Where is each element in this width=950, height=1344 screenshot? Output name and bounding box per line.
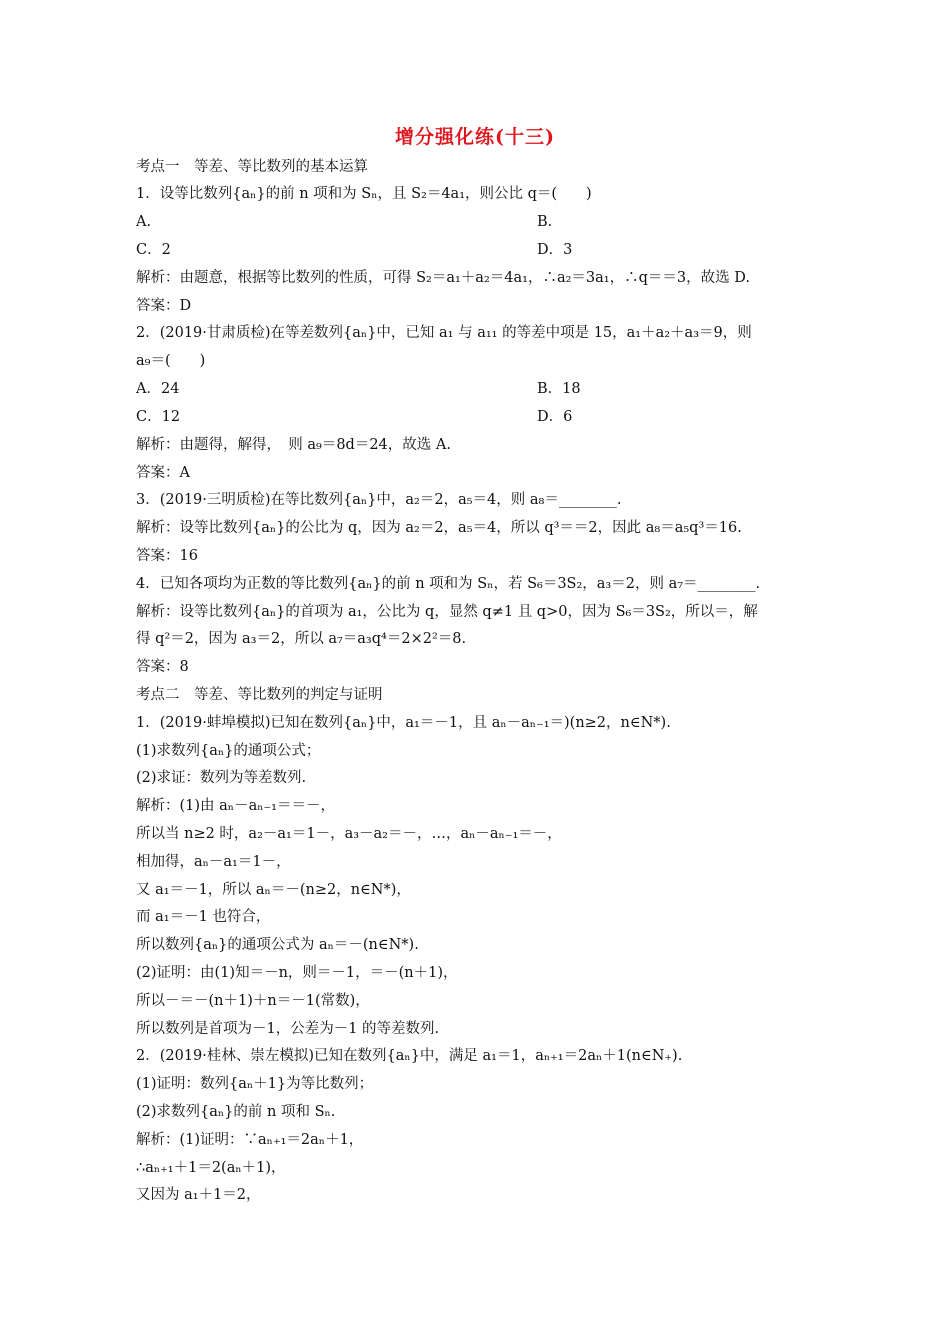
text-line: 相加得，aₙ－a₁＝1－， <box>136 854 291 870</box>
text-line: 又 a₁＝－1，所以 aₙ＝－(n≥2，n∈N*)， <box>136 882 411 898</box>
text-line: 解析：(1)由 aₙ－aₙ₋₁＝＝－， <box>136 798 335 814</box>
text-line: C．2 <box>136 242 171 258</box>
text-line: 2．(2019·桂林、崇左模拟)已知在数列{aₙ}中，满足 a₁＝1，aₙ₊₁＝2aₙ＋1(n∈N₊). <box>136 1048 683 1064</box>
text-line: ∴aₙ₊₁＋1＝2(aₙ＋1)， <box>136 1160 286 1176</box>
text-line: 3．(2019·三明质检)在等比数列{aₙ}中，a₂＝2，a₅＝4，则 a₈＝________. <box>136 492 622 508</box>
text-line: 所以－＝－(n＋1)＋n＝－1(常数)， <box>136 993 370 1009</box>
text-line: 又因为 a₁＋1＝2， <box>136 1187 261 1203</box>
text-line: 解析：设等比数列{aₙ}的公比为 q，因为 a₂＝2，a₅＝4，所以 q³＝＝2，因此 a₈＝a₅q³＝16. <box>136 520 742 536</box>
text-line: D．6 <box>537 409 573 425</box>
text-line: A．24 <box>136 381 180 397</box>
page-title: 增分强化练(十三) <box>395 126 555 148</box>
text-line: 4．已知各项均为正数的等比数列{aₙ}的前 n 项和为 Sₙ，若 S₆＝3S₂，a₃＝2，则 a₇＝________. <box>136 576 761 592</box>
text-line: 1．设等比数列{aₙ}的前 n 项和为 Sₙ，且 S₂＝4a₁，则公比 q＝( ) <box>136 186 592 202</box>
text-line: a₉＝( ) <box>136 353 206 369</box>
text-line: 答案：D <box>136 298 192 314</box>
text-line: 所以数列是首项为－1，公差为－1 的等差数列. <box>136 1021 440 1037</box>
text-line: 解析：由题意，根据等比数列的性质，可得 S₂＝a₁＋a₂＝4a₁，∴a₂＝3a₁，∴q＝＝3，故选 D. <box>136 270 750 286</box>
text-line: (2)证明：由(1)知＝－n，则＝－1，＝－(n＋1)， <box>136 965 458 981</box>
text-line: 答案：A <box>136 465 190 481</box>
text-line: B．18 <box>537 381 581 397</box>
text-line: 解析：由题得，解得， 则 a₉＝8d＝24，故选 A. <box>136 437 451 453</box>
text-line: (1)证明：数列{aₙ＋1}为等比数列； <box>136 1076 374 1092</box>
text-line: 所以当 n≥2 时，a₂－a₁＝1－，a₃－a₂＝－，…，aₙ－aₙ₋₁＝－， <box>136 826 562 842</box>
text-line: B. <box>537 214 553 230</box>
text-line: 得 q²＝2，因为 a₃＝2，所以 a₇＝a₃q⁴＝2×2²＝8. <box>136 631 467 647</box>
text-line: (2)求证：数列为等差数列. <box>136 770 307 786</box>
text-line: 答案：8 <box>136 659 189 675</box>
text-line: A. <box>136 214 152 230</box>
text-line: 答案：16 <box>136 548 198 564</box>
text-line: C．12 <box>136 409 181 425</box>
text-line: 考点二 等差、等比数列的判定与证明 <box>136 687 383 703</box>
text-line: 所以数列{aₙ}的通项公式为 aₙ＝－(n∈N*). <box>136 937 419 953</box>
text-line: 解析：(1)证明：∵aₙ₊₁＝2aₙ＋1， <box>136 1132 364 1148</box>
text-line: D．3 <box>537 242 573 258</box>
text-line: (2)求数列{aₙ}的前 n 项和 Sₙ. <box>136 1104 336 1120</box>
text-line: (1)求数列{aₙ}的通项公式； <box>136 743 321 759</box>
text-line: 而 a₁＝－1 也符合， <box>136 909 271 925</box>
text-line: 解析：设等比数列{aₙ}的首项为 a₁，公比为 q，显然 q≠1 且 q>0，因为 S₆＝3S₂，所以＝，解 <box>136 604 758 620</box>
text-line: 考点一 等差、等比数列的基本运算 <box>136 159 368 175</box>
text-line: 1．(2019·蚌埠模拟)已知在数列{aₙ}中，a₁＝－1，且 aₙ－aₙ₋₁＝)(n≥2，n∈N*). <box>136 715 671 731</box>
text-line: 2．(2019·甘肃质检)在等差数列{aₙ}中，已知 a₁ 与 a₁₁ 的等差中项是 15，a₁＋a₂＋a₃＝9，则 <box>136 325 752 341</box>
